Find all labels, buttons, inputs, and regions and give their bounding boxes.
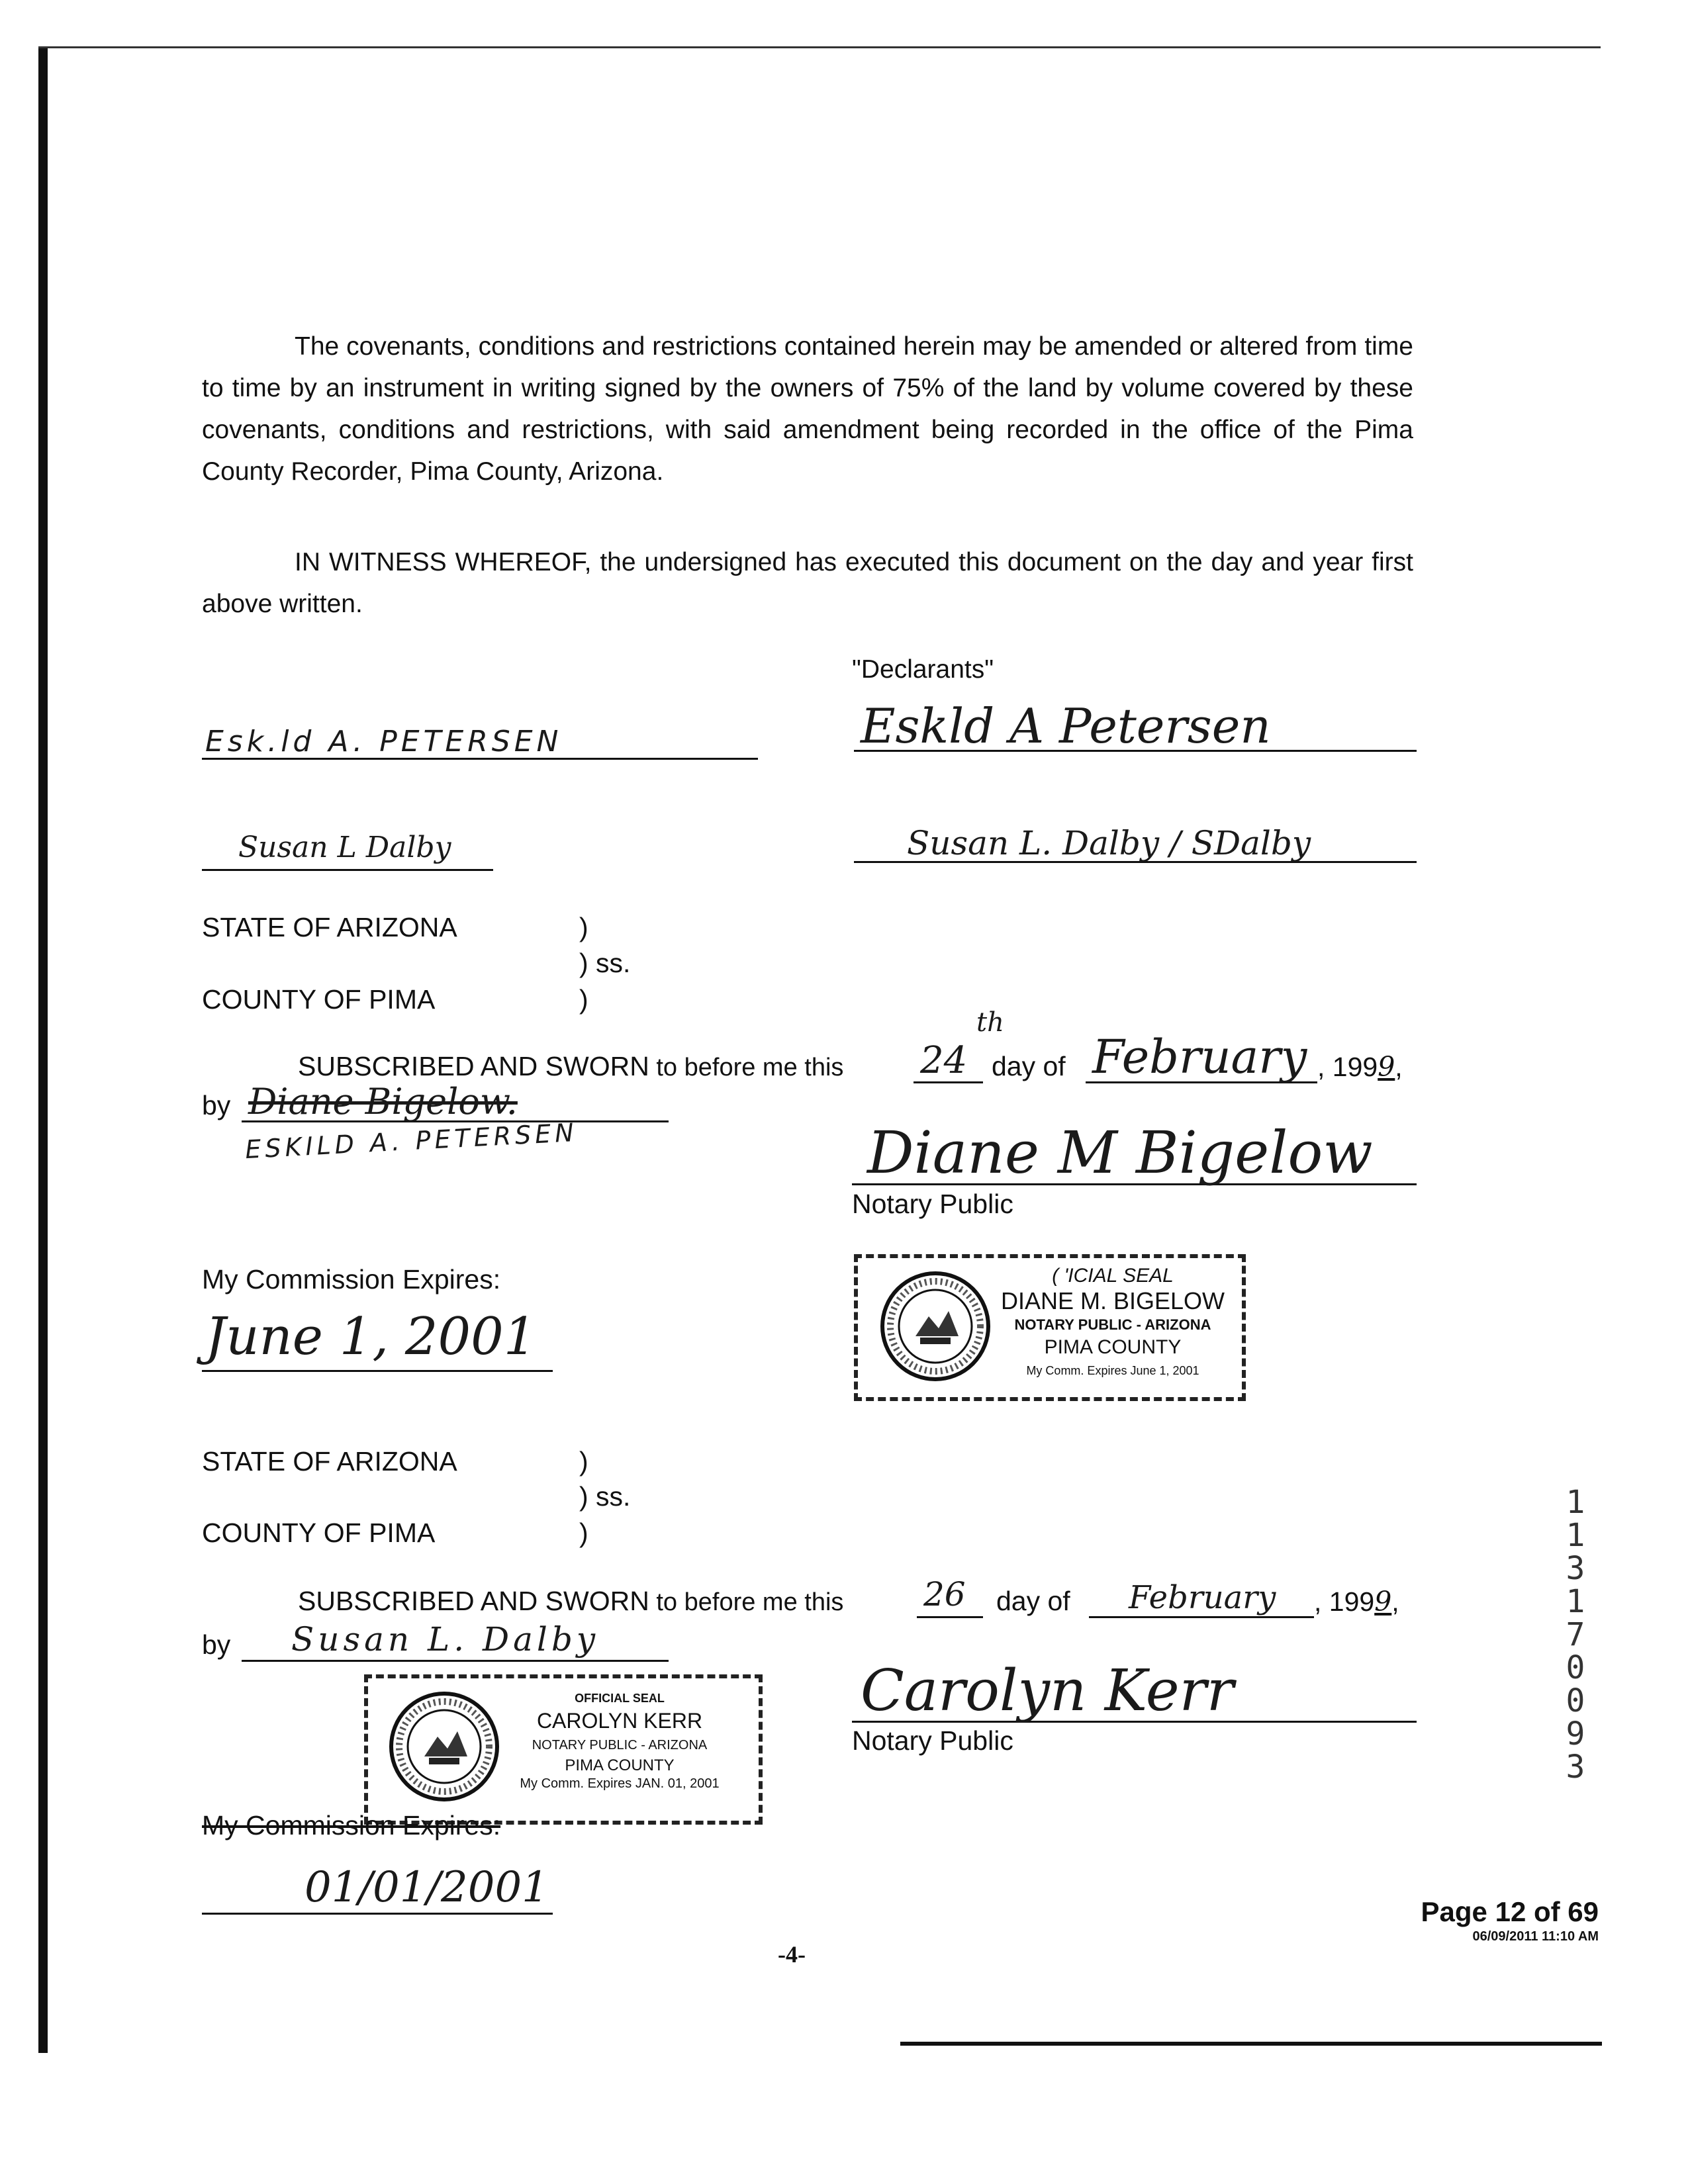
notary1-paren-2: ) [579,984,588,1015]
notary2-day: 26 [923,1575,966,1614]
notary1-subscribed-bold: SUBSCRIBED AND SWORN [298,1051,649,1081]
sig2-print-line [202,869,493,871]
notary1-seal-line3: NOTARY PUBLIC - ARIZONA [1014,1316,1211,1333]
notary2-seal-line4: PIMA COUNTY [565,1756,675,1774]
notary1-paren-1: ) [579,912,588,942]
print-timestamp: 06/09/2011 11:10 AM [1472,1929,1599,1944]
notary1-subscribed-rest: to before me this [649,1054,844,1081]
side-number-digit: 1 [1566,1517,1585,1554]
side-number-digit: 3 [1566,1749,1585,1786]
notary2-signature: Carolyn Kerr [861,1658,1234,1724]
notary2-state: STATE OF ARIZONA [202,1446,457,1477]
notary1-day-of: day of [992,1051,1066,1081]
notary1-state: STATE OF ARIZONA [202,912,457,942]
sig2-print-name: Susan L Dalby [238,831,451,864]
notary2-day-of: day of [996,1586,1070,1616]
side-number-digit: 7 [1566,1616,1585,1653]
amendment-paragraph: The covenants, conditions and restrictions contained herein may be amended or altered from time to time by an instrument in writing signed by the owners of 75% of the land by volume covered by these covenants, conditions and restrictions, with said amendment being recorded in the office of the Pima County Recorder, Pima County, Arizona. [202,332,1413,486]
side-number-digit: 1 [1566,1484,1585,1521]
notary2-commission-label: My Commission Expires: [202,1810,501,1841]
notary1-year-prefix: , 199 [1317,1052,1378,1082]
notary2-by: by [202,1629,231,1660]
side-number-digit: 0 [1566,1649,1585,1686]
side-document-number [1559,1486,1592,1784]
notary2-month: February [1129,1579,1276,1616]
declarants-label: "Declarants" [852,655,994,684]
notary1-by-name: Diane Bigelow. [248,1081,518,1122]
top-scan-border [38,46,1601,48]
notary1-commission-line [202,1370,553,1372]
notary2-county: COUNTY OF PIMA [202,1518,436,1548]
notary1-signature: Diane M Bigelow [867,1118,1373,1187]
notary1-seal-line4: PIMA COUNTY [1044,1336,1182,1358]
notary1-seal-line5: My Comm. Expires June 1, 2001 [1026,1364,1199,1377]
side-number-digit: 0 [1566,1682,1585,1719]
notary1-notary-public: Notary Public [852,1189,1013,1219]
notary1-subscribed [298,1051,843,1082]
notary2-month-line [1089,1616,1314,1618]
notary2-ss: ) ss. [579,1481,631,1512]
notary1-seal [854,1254,1246,1401]
notary2-day-line [917,1616,983,1618]
notary2-year-comma: , [1391,1586,1399,1617]
notary2-seal-title: OFFICIAL SEAL [575,1692,665,1705]
notary2-by-name: Susan L. Dalby [291,1620,600,1659]
notary1-day-suffix: th [976,1007,1004,1038]
notary1-by-name-correction: ESKILD A. PETERSEN [244,1117,579,1165]
notary2-year-prefix: , 199 [1314,1586,1375,1617]
notary1-day: 24 [920,1039,968,1082]
sig2-signature: Susan L. Dalby / SDalby [907,824,1311,862]
arizona-state-seal-icon [388,1690,500,1803]
arizona-state-seal-icon [879,1270,992,1383]
bottom-scan-border [900,2042,1602,2046]
notary1-year-digit: 9 [1378,1051,1395,1083]
sig1-print-name: Esk.ld A. PETERSEN [205,725,563,758]
notary2-paren-1: ) [579,1446,588,1477]
notary2-subscribed-bold: SUBSCRIBED AND SWORN [298,1586,649,1616]
notary2-subscribed [298,1586,843,1617]
notary1-by: by [202,1090,231,1120]
notary2-year [1314,1586,1399,1617]
notary1-year-comma: , [1395,1052,1403,1082]
notary1-commission-date: June 1, 2001 [205,1307,537,1367]
side-number-digit: 1 [1566,1583,1585,1620]
page-of-total: Page 12 of 69 [1421,1896,1599,1927]
notary2-seal-name: CAROLYN KERR [536,1709,703,1733]
notary2-seal [364,1674,763,1825]
notary1-month: February [1092,1030,1307,1084]
notary1-county: COUNTY OF PIMA [202,984,436,1015]
notary1-seal-title: ( 'ICIAL SEAL [1052,1265,1174,1287]
notary2-subscribed-rest: to before me this [649,1588,844,1616]
notary1-seal-name: DIANE M. BIGELOW [1000,1287,1225,1314]
side-number-digit: 3 [1566,1550,1585,1587]
left-scan-border [38,48,48,2053]
notary2-year-digit: 9 [1374,1586,1392,1617]
notary2-commission-line [202,1913,553,1915]
notary2-paren-2: ) [579,1518,588,1548]
notary2-notary-public: Notary Public [852,1725,1013,1756]
notary2-seal-line3: NOTARY PUBLIC - ARIZONA [532,1738,708,1752]
notary1-ss: ) ss. [579,948,631,978]
side-number-digit: 9 [1566,1715,1585,1752]
notary2-commission-date: 01/01/2001 [305,1863,549,1912]
witness-paragraph: IN WITNESS WHEREOF, the undersigned has executed this document on the day and year first above written. [202,548,1413,618]
notary2-seal-line5: My Comm. Expires JAN. 01, 2001 [520,1776,720,1791]
notary1-commission-label: My Commission Expires: [202,1264,501,1295]
page-number: -4- [778,1941,806,1968]
notary1-year [1317,1051,1403,1083]
notary2-by-line [242,1660,669,1662]
sig1-signature: Eskld A Petersen [861,698,1271,754]
